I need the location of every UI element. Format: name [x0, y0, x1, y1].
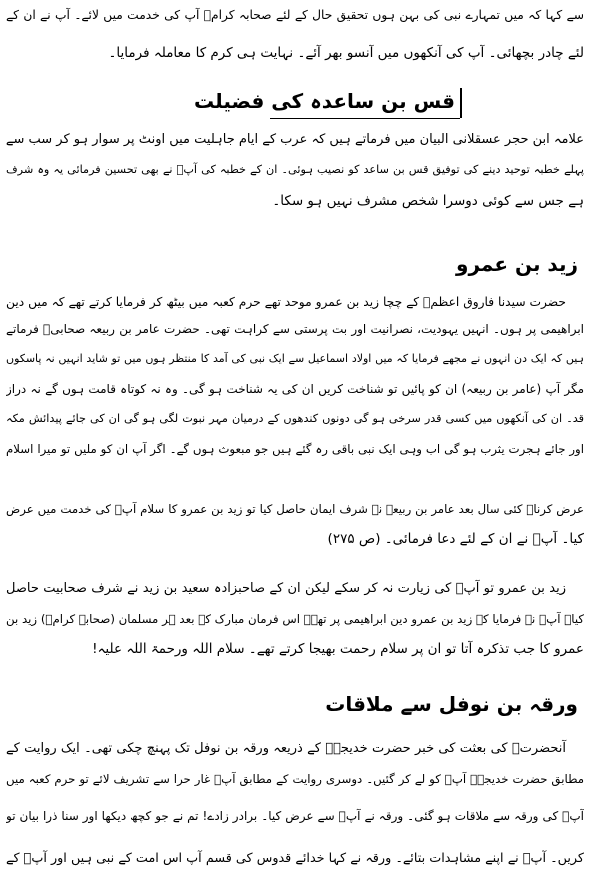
heading-side-bar	[460, 88, 462, 118]
text-line: زید بن عمرو تو آپؐ کی زیارت نہ کر سکے لیکن ان کے صاحبزادہ سعید بن زید نے شرف صحابیت حاصل	[6, 581, 566, 596]
section-heading-qus-bin-saida: قس بن ساعدہ کی فضیلت	[193, 89, 455, 113]
section-heading-waraqa-bin-naufal: ورقہ بن نوفل سے ملاقات	[325, 692, 578, 716]
text-line: ہے جس سے کوئی دوسرا شخص مشرف نہیں ہو سکا۔	[272, 193, 584, 209]
text-line: حضرت سیدنا فاروق اعظمؓ کے چچا زید بن عمرو موحد تھے حرم کعبہ میں بیٹھ کر فرمایا کرتے تھے کہ میں دین	[6, 295, 566, 309]
text-line: مطابق حضرت خدیجہؓ آپؐ کو لے کر گئیں۔ دوسری روایت کے مطابق آپؐ غار حرا سے تشریف لائے تو حرم کعبہ میں	[6, 772, 584, 786]
heading-underline	[270, 118, 460, 119]
text-line: علامہ ابن حجر عسقلانی البیان میں فرماتے ہیں کہ عرب کے ایام جاہلیت میں اونٹ پر سوار ہو کر سب سے	[6, 132, 584, 147]
text-line: کیا۔ آپؐ نے ان کے لئے دعا فرمائی۔ (ص ۲۷۵)	[327, 531, 584, 547]
text-line: کیا۔ آپؐ نے فرمایا کہ زید بن عمرو دین ابراھیمی پر تھے۔ اس فرمان مبارک کے بعد ہر مسلمان (صحابہ کرامؓ) زید بن	[6, 612, 584, 626]
text-line: مگر آپ (عامر بن ربیعہ) ان کو پائیں تو شناخت کریں ان کی یہ شناخت ہو گی۔ وہ نہ کوتاہ قامت ہوں گے نہ دراز	[6, 382, 584, 396]
text-line: پہلے خطبہ توحید دینے کی توفیق قس بن ساعد کو نصیب ہوئی۔ ان کے خطبہ کی آپؐ نے بھی تحسین فرمائی یہ وہ شرف	[6, 163, 584, 176]
text-line: ابراھیمی پر ہوں۔ انہیں یہودیت، نصرانیت اور بت پرستی سے کراہت تھی۔ حضرت عامر بن ربیعہ صحابیؓ فرماتے	[6, 322, 584, 336]
text-line: آنحضرتؐ کی بعثت کی خبر حضرت خدیجہؓ کے ذریعہ ورقہ بن نوفل تک پہنچ چکی تھی۔ ایک روایت کے	[6, 741, 566, 756]
text-line: قد۔ ان کی آنکھوں میں کسی قدر سرخی ہو گی دونوں کندھوں کے درمیان مہر نبوت لگی ہو گی ان کی جائے پیدائش مکہ	[6, 412, 584, 425]
text-line: عمرو کا جب تذکرہ آتا تو ان پر سلام رحمت بھیجا کرتے تھے۔ سلام اللہ ورحمۃ اللہ علیہ!	[92, 641, 584, 657]
text-line: آپؐ کی ورقہ سے ملاقات ہو گئی۔ ورقہ نے آپؐ سے عرض کیا۔ برادر زادے! تم نے جو کچھ دیکھا اور سنا ذرا بیان تو	[6, 809, 584, 823]
text-line: اور جائے ہجرت یثرب ہو گی اب وہی ایک نبی باقی رہ گئے ہیں جو مبعوث ہوں گے۔ اگر آپ ان کو ملیں تو میرا اسلام	[6, 442, 584, 456]
text-line: لئے چادر بچھائی۔ آپ کی آنکھوں میں آنسو بھر آئے۔ نہایت ہی کرم کا معاملہ فرمایا۔	[108, 45, 584, 61]
section-heading-zaid-bin-amr: زید بن عمرو	[456, 252, 578, 276]
text-line: کریں۔ آپؐ نے اپنے مشاہدات بتائے۔ ورقہ نے کہا خدائے قدوس کی قسم آپ اس امت کے نبی ہیں اور آپؐ کے	[6, 851, 584, 866]
text-line: ہیں کہ ایک دن انہوں نے مجھے فرمایا کہ میں اولاد اسماعیل سے ایک نبی کی آمد کا منتظر ہوں میں تو شاید انہیں نہ پاسکوں	[6, 352, 584, 365]
text-line: سے کہا کہ میں تمہارے نبی کی بہن ہوں تحقیق حال کے لئے صحابہ کرامؓ آپ کی خدمت میں لائے۔ آپ نے ان کے	[6, 8, 584, 22]
text-line: عرض کرنا۔ کئی سال بعد عامر بن ربیعہ نے شرف ایمان حاصل کیا تو زید بن عمرو کا سلام آپؐ کی خدمت میں عرض	[6, 502, 584, 516]
